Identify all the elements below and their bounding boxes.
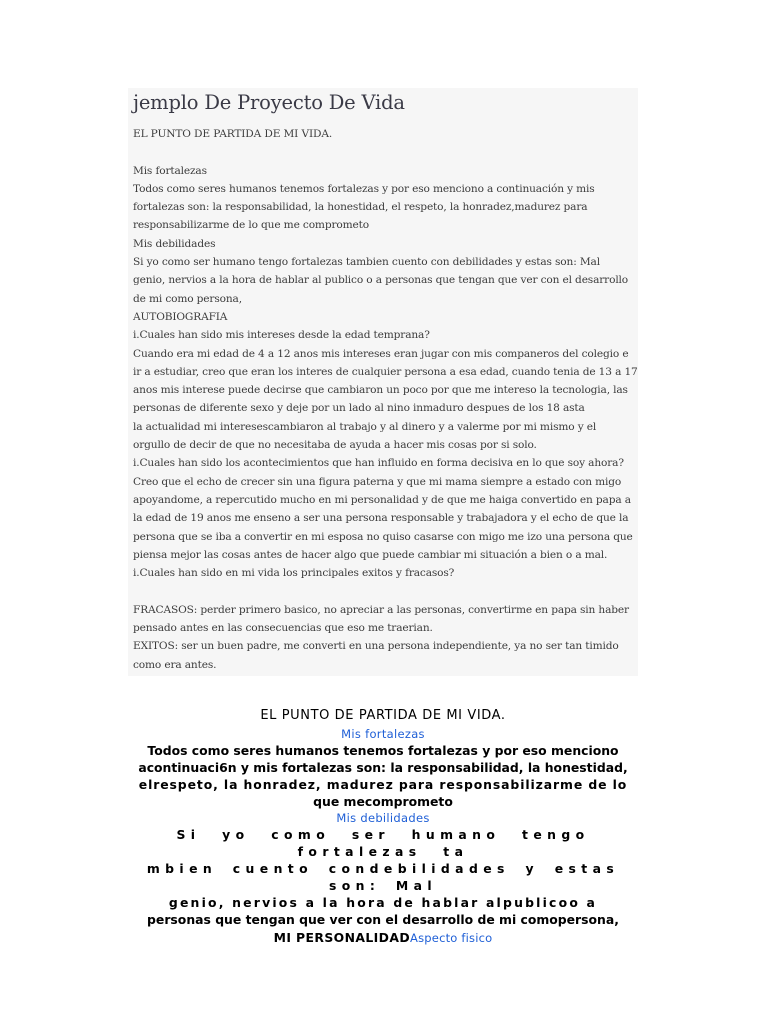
article-panel (128, 88, 638, 676)
body-line: apoyandome, a repercutido mucho en mi personalidad y de que me haiga convertido en papa a (133, 493, 631, 506)
body-line: de mi como persona, (133, 292, 242, 305)
body-line: Mis fortalezas (133, 164, 207, 177)
summary-section (130, 706, 636, 948)
body-line: EL PUNTO DE PARTIDA DE MI VIDA. (133, 128, 333, 140)
weaknesses-line: personas que tengan que ver con el desarrollo de mi comopersona, (147, 912, 619, 927)
body-line: Todos como seres humanos tenemos fortalezas y por eso menciono a continuación y mis (133, 182, 595, 195)
strengths-line: elrespeto, la honradez, madurez para responsabilizarme de lo (138, 777, 628, 792)
weaknesses-label: Mis debilidades (336, 811, 430, 825)
weaknesses-line: Si yo como ser humano tengo fortalezas ta (176, 827, 590, 859)
body-line: Si yo como ser humano tengo fortalezas tambien cuento con debilidades y estas son: Mal (133, 256, 600, 269)
body-line: Creo que el echo de crecer sin una figura paterna y que mi mama siempre a estado con migo (133, 475, 622, 488)
body-line: AUTOBIOGRAFIA (133, 310, 228, 323)
body-line: fortalezas son: la responsabilidad, la honestidad, el respeto, la honradez,madurez para (133, 201, 588, 214)
body-line: la edad de 19 anos me enseno a ser una persona responsable y trabajadora y el echo de que la (133, 512, 629, 525)
body-line: Cuando era mi edad de 4 a 12 anos mis intereses eran jugar con mis companeros del colegio e (133, 347, 629, 360)
body-line: FRACASOS: perder primero basico, no apreciar a las personas, convertirme en papa sin haber (133, 603, 629, 616)
strengths-line: acontinuaci6n y mis fortalezas son: la responsabilidad, la honestidad, (138, 760, 628, 775)
body-line: ir a estudiar, creo que eran los interes de cualquier persona a esa edad, cuando tenia de 13 a 17 (133, 365, 638, 378)
body-line: EXITOS: ser un buen padre, me converti en una persona independiente, ya no ser tan timido (133, 640, 619, 653)
body-line: Mis debilidades (133, 237, 216, 250)
personality-line (130, 928, 636, 948)
physical-aspect-label: Aspecto fisico (410, 931, 493, 945)
body-line: pensado antes en las consecuencias que eso me traerian. (133, 622, 433, 635)
weaknesses-line: mbien cuento condebilidades y estas son: Mal (146, 861, 620, 893)
article-body (133, 125, 638, 674)
summary-heading: EL PUNTO DE PARTIDA DE MI VIDA. (260, 708, 506, 723)
body-line: i.Cuales han sido los acontecimientos que han influido en forma decisiva en lo que soy ahora? (133, 457, 624, 470)
body-line: genio, nervios a la hora de hablar al publico o a personas que tengan que ver con el desarrollo (133, 274, 629, 287)
body-line: i.Cuales han sido mis intereses desde la edad temprana? (133, 329, 430, 342)
body-line: la actualidad mi interesescambiaron al trabajo y al dinero y a valerme por mi mismo y el (133, 420, 597, 433)
body-line: personas de diferente sexo y deje por un lado al nino inmaduro despues de los 18 asta (133, 402, 585, 415)
body-line: anos mis interese puede decirse que cambiaron un poco por que me intereso la tecnologia, las (133, 384, 628, 397)
body-line: orgullo de decir de que no necesitaba de ayuda a hacer mis cosas por si solo. (133, 439, 537, 452)
article-title: jemplo De Proyecto De Vida (133, 91, 405, 114)
weaknesses-line: genio, nervios a la hora de hablar alpublicoo a (168, 895, 598, 910)
body-line: piensa mejor las cosas antes de hacer algo que puede cambiar mi situación a bien o a mal. (133, 548, 608, 561)
body-line: i.Cuales han sido en mi vida los principales exitos y fracasos? (133, 567, 455, 580)
body-line: persona que se iba a convertir en mi esposa no quiso casarse con migo me izo una persona que (133, 530, 633, 543)
blank-line (133, 143, 638, 161)
body-line: como era antes. (133, 658, 217, 671)
strengths-line: que mecomprometo (313, 794, 453, 809)
personality-label: MI PERSONALIDAD (273, 930, 411, 945)
strengths-line: Todos como seres humanos tenemos fortalezas y por eso menciono (147, 743, 619, 758)
blank-line (133, 582, 638, 600)
body-line: responsabilizarme de lo que me comprometo (133, 219, 369, 232)
strengths-label: Mis fortalezas (341, 727, 425, 741)
